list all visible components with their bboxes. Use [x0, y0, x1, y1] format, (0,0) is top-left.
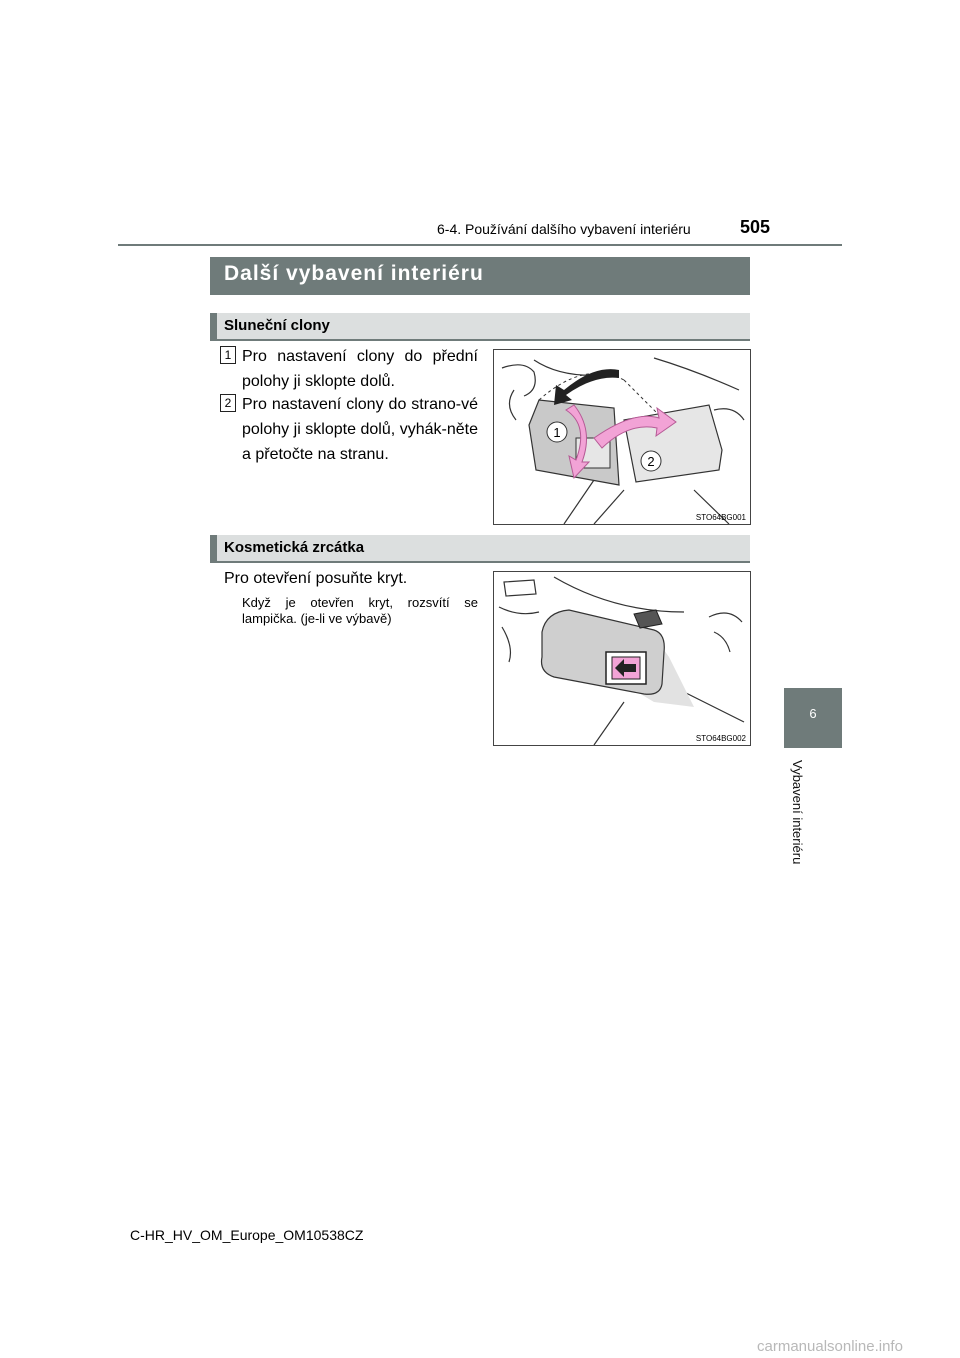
page-number: 505 — [740, 217, 771, 237]
subheading-vanity-mirrors-text: Kosmetická zrcátka — [224, 539, 365, 556]
chapter-tab-number: 6 — [809, 706, 817, 721]
watermark: carmanualsonline.info — [757, 1338, 903, 1355]
subheading-accent — [210, 535, 217, 563]
figure-code-1: STO64BG001 — [695, 513, 746, 522]
subheading-vanity-mirrors — [210, 535, 750, 563]
vanity-mirror-note: Když je otevřen kryt, rozsvítí se lampička. (je-li ve výbavě) — [242, 595, 478, 626]
step-2-text: Pro nastavení clony do strano-vé polohy ji sklopte dolů, vyhák-něte a přetočte na stranu. — [242, 396, 478, 463]
vanity-mirror-illustration — [494, 572, 750, 745]
subheading-sun-visors-text: Sluneční clony — [224, 317, 330, 334]
callout-1: 1 — [553, 425, 561, 440]
section-title-bar — [210, 257, 750, 295]
figure-vanity-mirror — [493, 571, 751, 746]
subheading-sun-visors — [210, 313, 750, 341]
lamp-icon — [634, 610, 662, 628]
sun-visor-illustration — [494, 350, 750, 524]
callout-2: 2 — [647, 454, 655, 469]
subheading-accent — [210, 313, 217, 341]
step-1-text: Pro nastavení clony do přední polohy ji sklopte dolů. — [242, 348, 478, 390]
chapter-tab-label: Vybavení interiéru — [790, 760, 805, 865]
running-header-section: 6-4. Používání dalšího vybavení interiéru — [437, 221, 691, 237]
document-footer: C-HR_HV_OM_Europe_OM10538CZ — [130, 1227, 364, 1243]
vanity-mirror-instruction: Pro otevření posuňte kryt. — [224, 570, 408, 587]
step-number-1: 1 — [220, 346, 236, 364]
section-title: Další vybavení interiéru — [224, 262, 484, 285]
header-rule — [118, 244, 842, 246]
step-number-2: 2 — [220, 394, 236, 412]
figure-code-2: STO64BG002 — [695, 734, 746, 743]
figure-sun-visor — [493, 349, 751, 525]
